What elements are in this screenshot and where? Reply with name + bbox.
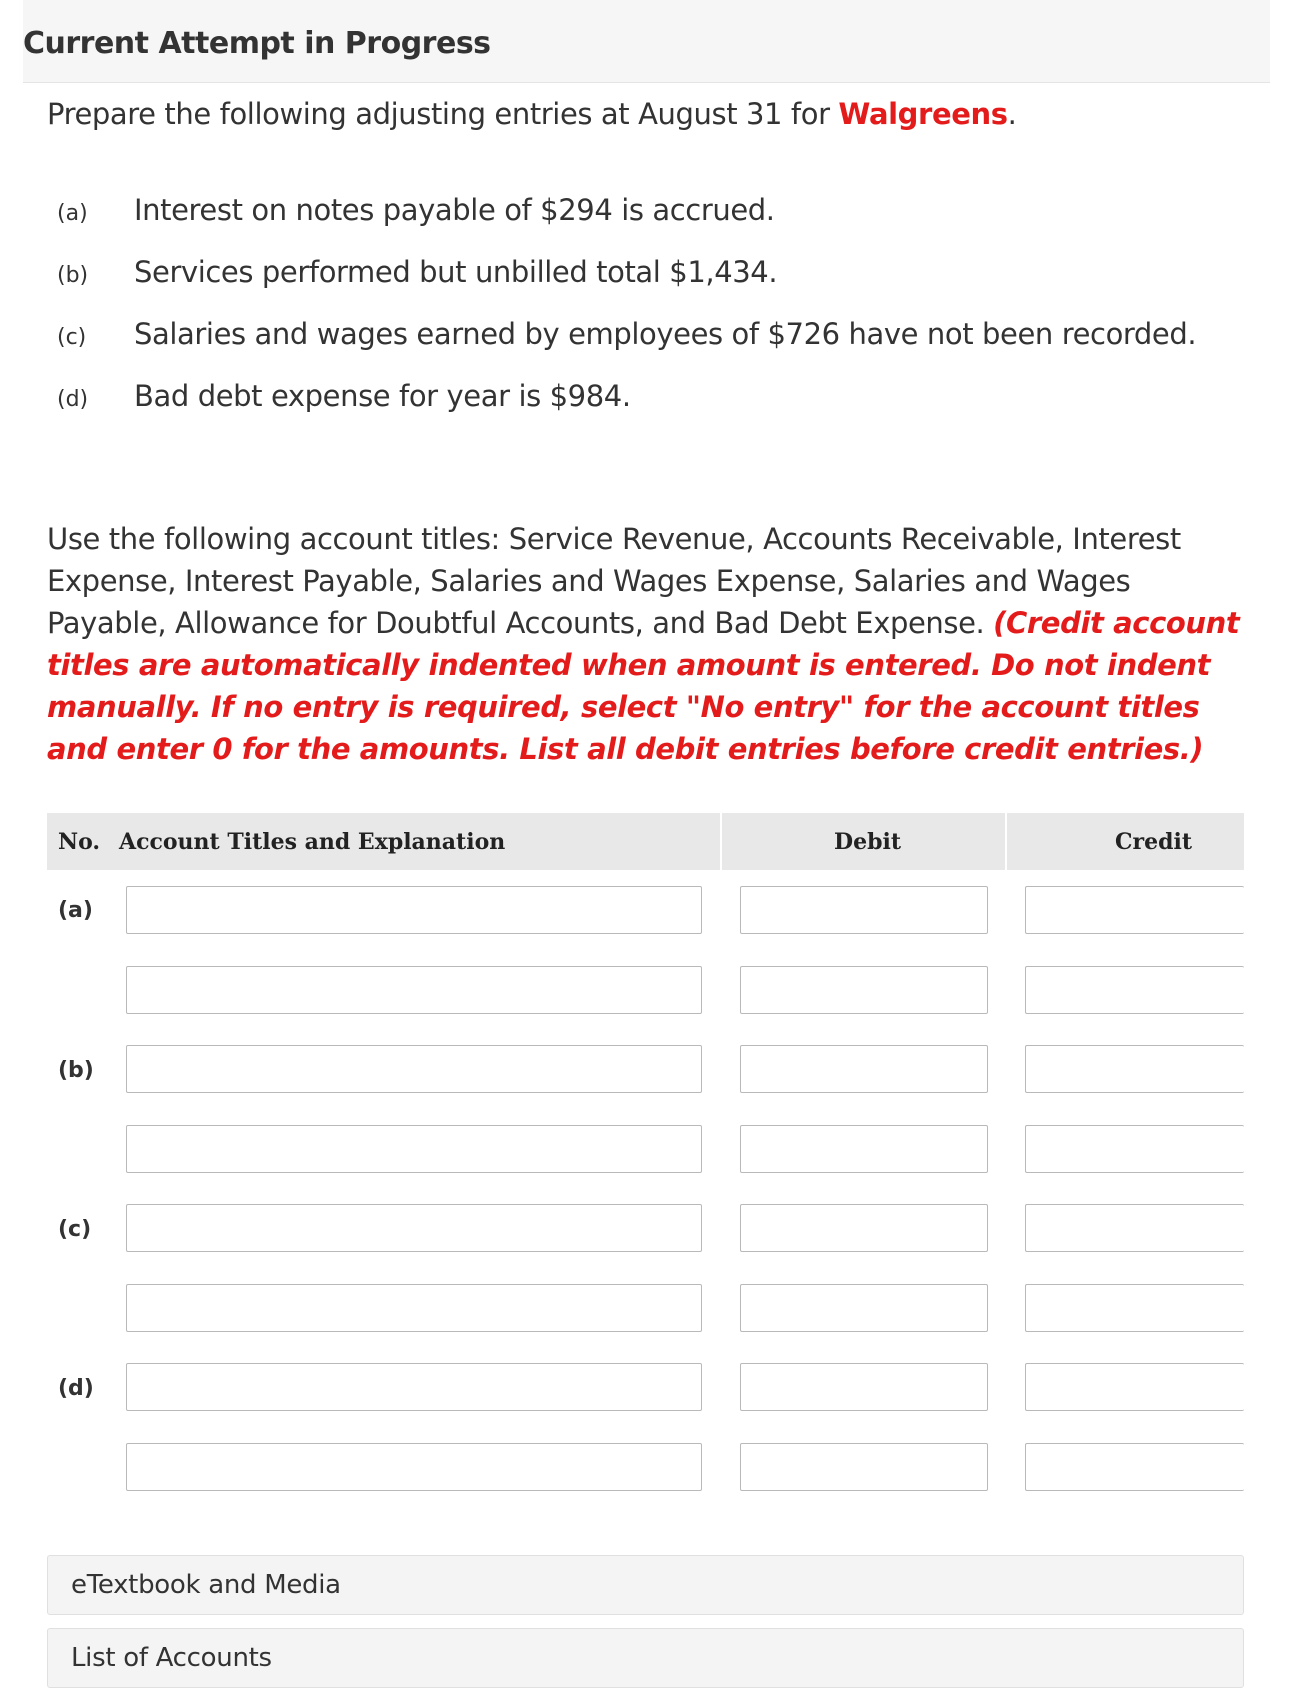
credit-input[interactable]: [1025, 966, 1244, 1014]
debit-input[interactable]: [740, 1125, 988, 1173]
account-title-input[interactable]: [126, 966, 702, 1014]
debit-input[interactable]: [740, 1363, 988, 1411]
column-divider: [1005, 813, 1007, 870]
debit-input[interactable]: [740, 1045, 988, 1093]
item-letter: (a): [57, 201, 88, 226]
prompt-end: .: [1007, 97, 1017, 131]
instructions: [47, 518, 1247, 770]
entry-label-a: (a): [58, 898, 93, 923]
attempt-title: Current Attempt in Progress: [23, 26, 491, 61]
account-title-input[interactable]: [126, 1125, 702, 1173]
column-header-debit: Debit: [834, 829, 901, 855]
credit-input[interactable]: [1025, 1443, 1244, 1491]
entry-label-c: (c): [58, 1217, 92, 1242]
company-name: Walgreens: [838, 97, 1008, 131]
item-text: Bad debt expense for year is $984.: [134, 379, 631, 413]
credit-input[interactable]: [1025, 1284, 1244, 1332]
item-letter: (c): [57, 325, 87, 350]
item-text: Salaries and wages earned by employees of $726 have not been recorded.: [134, 317, 1197, 351]
credit-input[interactable]: [1025, 1204, 1244, 1252]
credit-input[interactable]: [1025, 1363, 1244, 1411]
account-title-input[interactable]: [126, 1284, 702, 1332]
etextbook-media-link[interactable]: [47, 1555, 1244, 1615]
journal-table-header: [47, 813, 1244, 870]
item-text: Services performed but unbilled total $1,434.: [134, 255, 778, 289]
account-title-input[interactable]: [126, 1363, 702, 1411]
list-of-accounts-label: List of Accounts: [71, 1643, 272, 1673]
account-title-input[interactable]: [126, 886, 702, 934]
attempt-header: [23, 0, 1270, 83]
column-header-no: No.: [58, 829, 101, 855]
entry-label-d: (d): [58, 1376, 94, 1401]
credit-input[interactable]: [1025, 1125, 1244, 1173]
debit-input[interactable]: [740, 966, 988, 1014]
item-letter: (b): [57, 263, 89, 288]
credit-input[interactable]: [1025, 886, 1244, 934]
column-header-account: Account Titles and Explanation: [119, 829, 506, 855]
item-text: Interest on notes payable of $294 is accrued.: [134, 193, 775, 227]
etextbook-label: eTextbook and Media: [71, 1570, 341, 1600]
debit-input[interactable]: [740, 1204, 988, 1252]
item-letter: (d): [57, 387, 89, 412]
debit-input[interactable]: [740, 1284, 988, 1332]
column-divider: [720, 813, 722, 870]
account-title-input[interactable]: [126, 1443, 702, 1491]
list-of-accounts-link[interactable]: [47, 1628, 1244, 1688]
column-header-credit: Credit: [1115, 829, 1192, 855]
prompt-text: Prepare the following adjusting entries at August 31 for: [47, 97, 839, 131]
credit-input[interactable]: [1025, 1045, 1244, 1093]
account-title-input[interactable]: [126, 1204, 702, 1252]
debit-input[interactable]: [740, 1443, 988, 1491]
instructions-emphasis: (Credit account titles are automatically indented when amount is entered. Do not indent manually. If no entry is required, select "No entry" for the account titles and enter 0 for the amounts. List all debit entries before credit entries.): [47, 606, 1240, 766]
instructions-text: Use the following account titles: Service Revenue, Accounts Receivable, Interest Expense, Interest Payable, Salaries and Wages Expense, Salaries and Wages Payable, Allowance for Doubtful Accounts, and Bad Debt Expense.: [47, 522, 1181, 640]
debit-input[interactable]: [740, 886, 988, 934]
question-prompt: [47, 97, 1016, 131]
account-title-input[interactable]: [126, 1045, 702, 1093]
entry-label-b: (b): [58, 1058, 94, 1083]
